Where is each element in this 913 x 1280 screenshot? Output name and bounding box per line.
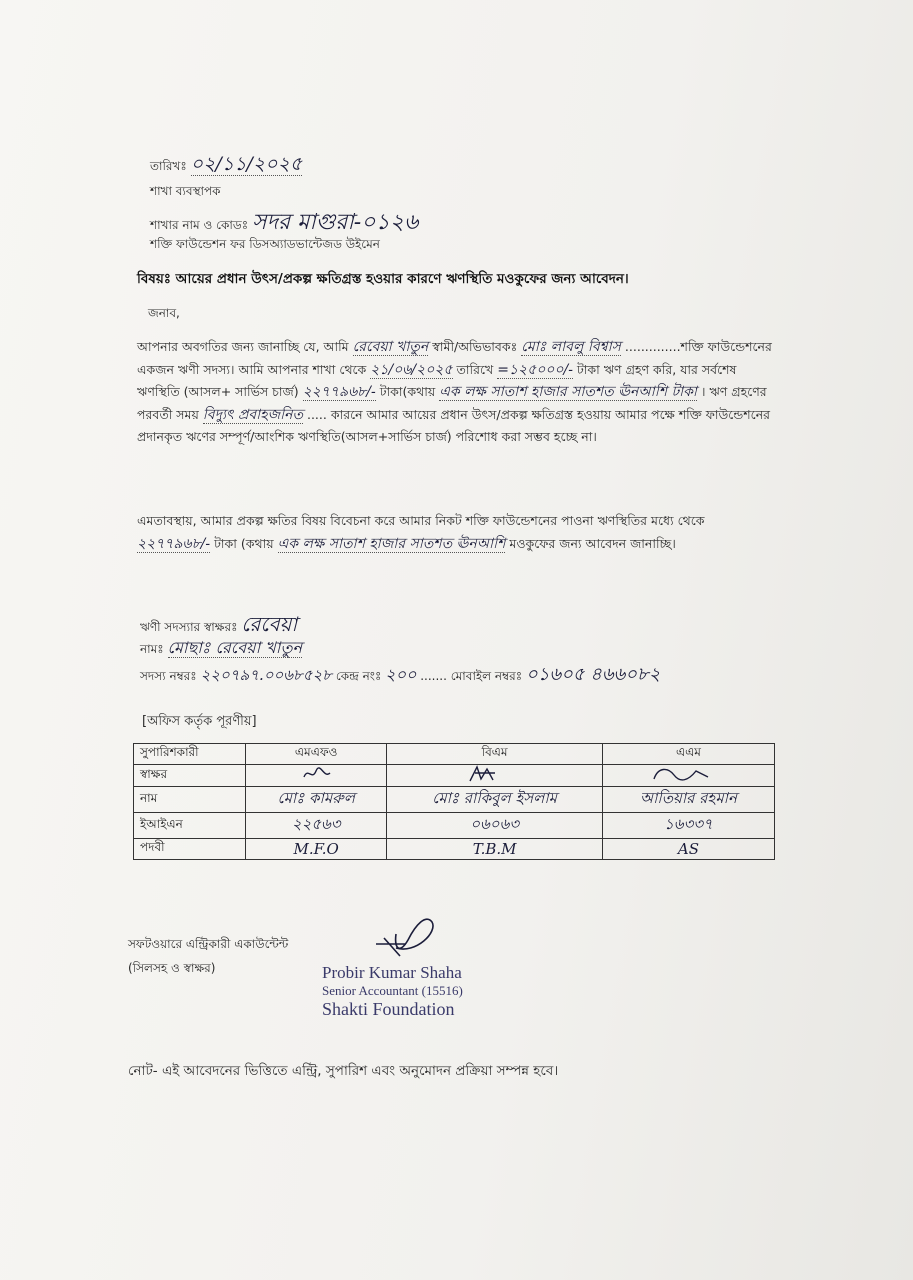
row-label: ইআইএন bbox=[134, 813, 246, 839]
footer-note: নোট- এই আবেদনের ভিত্তিতে এন্ট্রি, সুপারিশ এবং অনুমোদন প্রক্রিয়া সম্পন্ন হবে। bbox=[128, 1063, 559, 1079]
table-header: এএম bbox=[602, 744, 774, 765]
applicant-name: রেবেয়া খাতুন bbox=[352, 339, 429, 355]
table-cell: মোঃ রাকিবুল ইসলাম bbox=[387, 787, 603, 813]
member-id: ২২০৭৯৭.০০৬৮৫২৮ bbox=[200, 666, 332, 684]
table-row bbox=[134, 839, 775, 860]
org-line: শক্তি ফাউন্ডেশন ফর ডিসঅ্যাডভান্টেজড উইমেন bbox=[150, 237, 380, 251]
body-paragraph-2 bbox=[137, 510, 777, 555]
para1-text-3: ..............শক্তি ফাউন্ডেশনের একজন ঋণী সদস্য। আমি আপনার শাখা থেকে bbox=[137, 339, 772, 377]
salutation: জনাব, bbox=[148, 306, 180, 320]
para1-text-7: । ঋণ গ্রহণের পরবর্তী সময় bbox=[137, 384, 767, 422]
member-name: মোছাঃ রেবেয়া খাতুন bbox=[167, 638, 302, 657]
date-line bbox=[150, 150, 302, 182]
bm-signature bbox=[387, 765, 603, 787]
signature-scribble bbox=[465, 765, 525, 783]
member-id-line: সদস্য নম্বরঃ ২২০৭৯৭.০০৬৮৫২৮ কেন্দ্র নংঃ ২০০ ....... মোবাইল নম্বরঃ ০১৬০৫ ৪৬৬০৮২ bbox=[140, 664, 661, 685]
row-label: স্বাক্ষর bbox=[134, 765, 246, 787]
para2-text-1: এমতাবস্থায়, আমার প্রকল্প ক্ষতির বিষয় বিবেচনা করে আমার নিকট শক্তি ফাউন্ডেশনের পাওনা ঋণস্থিতির মধ্যে থেকে bbox=[137, 513, 705, 528]
waiver-amount-words: এক লক্ষ সাতাশ হাজার সাতশত ঊনআশি bbox=[277, 535, 506, 552]
table-row bbox=[134, 765, 775, 787]
signature-scribble bbox=[296, 765, 336, 783]
member-name-label: নামঃ bbox=[140, 642, 164, 656]
para1-text-4: তারিখে bbox=[456, 361, 494, 377]
table-cell: ১৬৩৩৭ bbox=[602, 813, 774, 839]
date-value: ০২/১১/২০২৫ bbox=[190, 153, 303, 175]
table-cell: ০৬০৬৩ bbox=[387, 813, 603, 839]
accountant-signature-icon bbox=[366, 904, 446, 964]
member-signature: রেবেয়া bbox=[241, 612, 298, 636]
row-label: নাম bbox=[134, 787, 246, 813]
table-cell: আতিয়ার রহমান bbox=[602, 787, 774, 813]
date-label: তারিখঃ bbox=[150, 159, 187, 173]
subject-line: বিষয়ঃ আয়ের প্রধান উৎস/প্রকল্প ক্ষতিগ্রস্ত হওয়ার কারণে ঋণস্থিতি মওকুফের জন্য আবেদন। bbox=[137, 271, 629, 287]
recommendation-table bbox=[133, 743, 775, 860]
table-cell: ২২৫৬৩ bbox=[246, 813, 387, 839]
member-signature-label: ঋণী সদস্যার স্বাক্ষরঃ bbox=[140, 620, 238, 634]
am-signature bbox=[602, 765, 774, 787]
para1-text-6: টাকা(কথায় bbox=[379, 384, 436, 399]
body-paragraph-1 bbox=[137, 336, 777, 449]
waiver-amount: ২২৭৭৯৬৮/- bbox=[137, 535, 211, 552]
accountant-stamp bbox=[322, 963, 463, 1020]
table-header: এমএফও bbox=[246, 744, 387, 765]
loan-balance: ২২৭৭৯৬৮/- bbox=[302, 384, 376, 400]
mfo-signature bbox=[246, 765, 387, 787]
table-row bbox=[134, 787, 775, 813]
stamp-name: Probir Kumar Shaha bbox=[322, 963, 462, 982]
table-cell: AS bbox=[602, 839, 774, 860]
accountant-seal-label: (সিলসহ ও স্বাক্ষর) bbox=[128, 961, 216, 975]
accountant-label: সফটওয়ারে এন্ট্রিকারী একাউন্টেন্ট bbox=[128, 937, 289, 951]
para1-text-2: স্বামী/অভিভাবকঃ bbox=[432, 339, 518, 354]
branch-value: সদর মাগুরা-০১২৬ bbox=[251, 210, 419, 235]
table-header-row bbox=[134, 744, 775, 765]
table-cell: মোঃ কামরুল bbox=[246, 787, 387, 813]
para2-text-3: মওকুফের জন্য আবেদন জানাচ্ছি। bbox=[509, 535, 676, 551]
member-name-line bbox=[140, 635, 302, 662]
center-number: ২০০ bbox=[385, 665, 417, 684]
loan-amount: =১২৫০০০/- bbox=[497, 361, 573, 378]
damage-cause: বিদ্যুৎ প্রবাহজনিত bbox=[202, 406, 303, 423]
table-cell: M.F.O bbox=[246, 839, 387, 860]
table-cell: T.B.M bbox=[387, 839, 603, 860]
table-header: সুপারিশকারী bbox=[134, 744, 246, 765]
signature-scribble bbox=[648, 765, 728, 783]
stamp-org: Shakti Foundation bbox=[322, 999, 455, 1019]
mobile-number: ০১৬০৫ ৪৬৬০৮২ bbox=[525, 664, 661, 685]
para1-text-1: আপনার অবগতির জন্য জানাচ্ছি যে, আমি bbox=[137, 339, 349, 354]
para2-text-2: টাকা (কথায় bbox=[214, 535, 274, 551]
balance-in-words: এক লক্ষ সাতাশ হাজার সাতশত ঊনআশি টাকা bbox=[439, 384, 697, 400]
mobile-label: মোবাইল নম্বরঃ bbox=[450, 669, 523, 683]
table-row bbox=[134, 813, 775, 839]
row-label: পদবী bbox=[134, 839, 246, 860]
para1-text-8: ..... কারনে আমার আয়ের প্রধান উৎস/প্রকল্প ক্ষতিগ্রস্ত হওয়ায় আমার পক্ষে শক্তি ফাউন্ডেশনের প্রদানকৃত ঋণের সম্পূর্ণ/আংশিক ঋণস্থিতি(আসল+সার্ভিস চার্জ) পরিশোধ করা সম্ভব হচ্ছে না। bbox=[137, 406, 771, 444]
para1-text-5: টাকা ঋণ গ্রহণ করি, যার সর্বশেষ ঋণস্থিতি (আসল+ সার্ভিস চার্জ) bbox=[137, 361, 737, 399]
branch-label: শাখার নাম ও কোডঃ bbox=[150, 218, 249, 232]
center-label: কেন্দ্র নংঃ bbox=[335, 669, 382, 683]
member-id-label: সদস্য নম্বরঃ bbox=[140, 669, 197, 683]
branch-manager: শাখা ব্যবস্থাপক bbox=[150, 184, 221, 198]
office-use-label: [অফিস কর্তৃক পূরণীয়] bbox=[142, 714, 257, 729]
loan-date: ২১/০৬/২০২৫ bbox=[370, 361, 453, 378]
table-header: বিএম bbox=[387, 744, 603, 765]
stamp-title: Senior Accountant (15516) bbox=[322, 983, 463, 998]
guardian-name: মোঃ লাবলু বিশ্বাস bbox=[521, 339, 621, 355]
